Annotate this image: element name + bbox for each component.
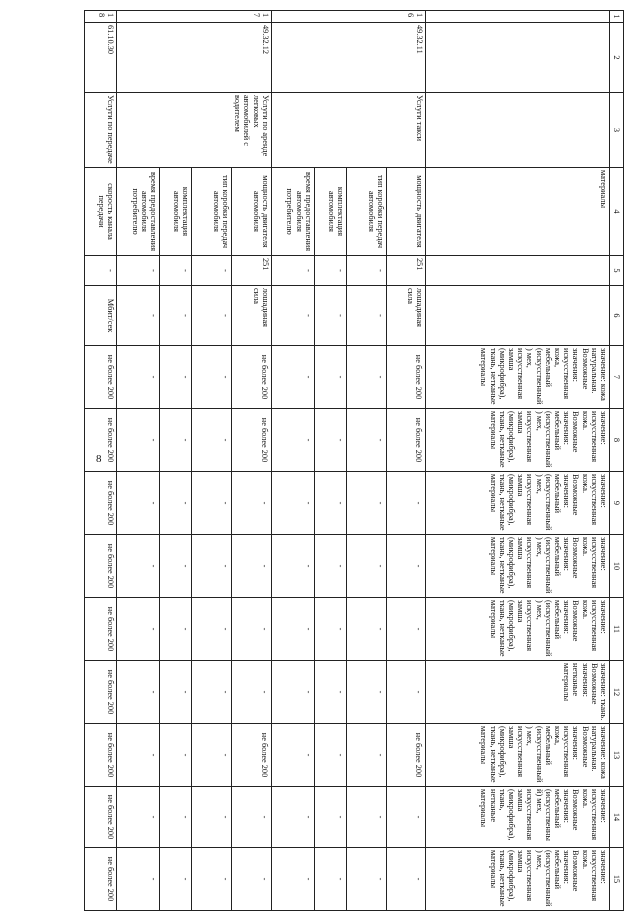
item-name: Услуги по аренде легковых автомобилей с водителем bbox=[117, 93, 272, 168]
value-cell: - bbox=[160, 409, 192, 472]
rotated-table-wrapper bbox=[84, 10, 624, 907]
okpd-code: 61.10.30 bbox=[85, 23, 117, 93]
okei-code: - bbox=[160, 256, 192, 286]
unit: - bbox=[192, 286, 232, 346]
value-cell: - bbox=[160, 724, 192, 787]
header-cell: 14 bbox=[610, 787, 624, 848]
value-cell: не более 200 bbox=[85, 346, 117, 409]
header-cell: 4 bbox=[610, 168, 624, 256]
okei-code: 251 bbox=[232, 256, 272, 286]
value-cell: - bbox=[314, 472, 346, 535]
value-cell: - bbox=[160, 848, 192, 911]
header-cell: 10 bbox=[610, 535, 624, 598]
characteristic: время предоставления автомобиля потребителю bbox=[117, 168, 160, 256]
value-cell: - bbox=[117, 787, 160, 848]
value-cell: - bbox=[386, 661, 426, 724]
table-cell bbox=[426, 93, 610, 168]
value-cell: не более 200 bbox=[386, 409, 426, 472]
value-cell: - bbox=[347, 598, 387, 661]
value-cell: - bbox=[192, 848, 232, 911]
item-name: Услуги такси bbox=[271, 93, 426, 168]
characteristic: тип коробки передач автомобиля bbox=[192, 168, 232, 256]
row-number: 16 bbox=[271, 11, 426, 23]
header-cell: 13 bbox=[610, 724, 624, 787]
value-cell: не более 200 bbox=[232, 409, 272, 472]
characteristic: тип коробки передач автомобиля bbox=[347, 168, 387, 256]
value-cell: не более 200 bbox=[85, 409, 117, 472]
unit: - bbox=[117, 286, 160, 346]
table-row bbox=[232, 11, 272, 911]
value-cell: - bbox=[271, 472, 314, 535]
value-cell: - bbox=[347, 661, 387, 724]
value-cell: - bbox=[192, 787, 232, 848]
table-cell: значение: кожа натуральная. Возможные значения: искусственная кожа, мебельный (искусственный) мех, искусственная замша (микрофибра), ткань, нетканые материалы bbox=[426, 346, 610, 409]
value-cell: - bbox=[271, 787, 314, 848]
okei-code: - bbox=[192, 256, 232, 286]
value-cell: - bbox=[314, 787, 346, 848]
value-cell: - bbox=[347, 472, 387, 535]
value-cell: не более 200 bbox=[85, 472, 117, 535]
value-cell: - bbox=[314, 661, 346, 724]
table-cell: значение: искусственная кожа. Возможные значения: мебельный (искусственный) мех, искусственная замша (микрофибра), ткань, нетканые материалы bbox=[426, 787, 610, 848]
value-cell: - bbox=[271, 848, 314, 911]
table-cell: значение: искусственная кожа. Возможные значения: мебельный (искусственный) мех, искусственная замша (микрофибра), ткань, нетканые материалы bbox=[426, 535, 610, 598]
okei-code: - bbox=[117, 256, 160, 286]
value-cell: - bbox=[117, 535, 160, 598]
table-cell: значение: искусственная кожа. Возможные значения: мебельный (искусственный) мех, искусственная замша (микрофибра), ткань, нетканые материалы bbox=[426, 472, 610, 535]
value-cell: - bbox=[347, 724, 387, 787]
okei-code: - bbox=[314, 256, 346, 286]
unit: - bbox=[271, 286, 314, 346]
value-cell: - bbox=[160, 535, 192, 598]
value-cell: - bbox=[232, 848, 272, 911]
value-cell: - bbox=[271, 724, 314, 787]
value-cell: - bbox=[386, 848, 426, 911]
value-cell: - bbox=[314, 598, 346, 661]
page-number: 8 bbox=[96, 453, 102, 465]
value-cell: - bbox=[232, 661, 272, 724]
value-cell: - bbox=[386, 472, 426, 535]
table-cell: материалы bbox=[426, 168, 610, 256]
value-cell: - bbox=[386, 535, 426, 598]
value-cell: не более 200 bbox=[386, 346, 426, 409]
unit: Мбит/сек bbox=[85, 286, 117, 346]
header-cell: 11 bbox=[610, 598, 624, 661]
value-cell: - bbox=[347, 848, 387, 911]
value-cell: - bbox=[232, 472, 272, 535]
table-row bbox=[386, 11, 426, 911]
unit: - bbox=[347, 286, 387, 346]
value-cell: - bbox=[271, 661, 314, 724]
requirements-table bbox=[84, 10, 624, 911]
unit: лошадиная сила bbox=[386, 286, 426, 346]
unit: - bbox=[314, 286, 346, 346]
header-row bbox=[610, 11, 624, 911]
value-cell: - bbox=[192, 535, 232, 598]
value-cell: - bbox=[347, 409, 387, 472]
header-cell: 3 bbox=[610, 93, 624, 168]
table-cell: значение: искусственная кожа. Возможные значения: мебельный (искусственный) мех, искусственная замша (микрофибра), ткань, нетканые материалы bbox=[426, 409, 610, 472]
okei-code: 251 bbox=[386, 256, 426, 286]
table-cell bbox=[426, 23, 610, 93]
value-cell: - bbox=[232, 535, 272, 598]
value-cell: - bbox=[347, 787, 387, 848]
characteristic: мощность двигателя bbox=[386, 168, 426, 256]
value-cell: - bbox=[271, 598, 314, 661]
header-cell: 9 bbox=[610, 472, 624, 535]
okei-code: - bbox=[85, 256, 117, 286]
table-row bbox=[85, 11, 117, 911]
okei-code: - bbox=[347, 256, 387, 286]
okei-code: - bbox=[271, 256, 314, 286]
header-cell: 12 bbox=[610, 661, 624, 724]
continuation-row bbox=[426, 11, 610, 911]
value-cell: - bbox=[117, 346, 160, 409]
value-cell: не более 200 bbox=[85, 724, 117, 787]
value-cell: - bbox=[347, 535, 387, 598]
value-cell: - bbox=[160, 346, 192, 409]
item-name: Услуги по передаче bbox=[85, 93, 117, 168]
value-cell: - bbox=[117, 472, 160, 535]
value-cell: не более 200 bbox=[85, 535, 117, 598]
table-cell bbox=[426, 256, 610, 286]
header-cell: 8 bbox=[610, 409, 624, 472]
value-cell: - bbox=[160, 598, 192, 661]
value-cell: - bbox=[117, 598, 160, 661]
table-cell: значение: кожа натуральная. Возможные значения: искусственная кожа, мебельный (искусственный) мех, искусственная замша (микрофибра), ткань, нетканые материалы bbox=[426, 724, 610, 787]
value-cell: - bbox=[192, 598, 232, 661]
value-cell: не более 200 bbox=[85, 848, 117, 911]
characteristic: скорость канала передачи bbox=[85, 168, 117, 256]
header-cell: 2 bbox=[610, 23, 624, 93]
header-cell: 7 bbox=[610, 346, 624, 409]
value-cell: - bbox=[314, 535, 346, 598]
value-cell: - bbox=[314, 409, 346, 472]
value-cell: не более 200 bbox=[85, 661, 117, 724]
value-cell: не более 200 bbox=[232, 346, 272, 409]
table-cell: значение: искусственная кожа. Возможные значения: мебельный (искусственный) мех, искусственная замша (микрофибра), ткань, нетканые материалы bbox=[426, 598, 610, 661]
value-cell: - bbox=[314, 724, 346, 787]
value-cell: - bbox=[192, 661, 232, 724]
header-cell: 5 bbox=[610, 256, 624, 286]
value-cell: - bbox=[117, 724, 160, 787]
value-cell: - bbox=[232, 598, 272, 661]
table-cell: значение: искусственная кожа. Возможные значения: мебельный (искусственный) мех, искусственная замша (микрофибра), ткань, нетканые материалы bbox=[426, 848, 610, 911]
row-number: 17 bbox=[117, 11, 272, 23]
characteristic: комплектация автомобиля bbox=[314, 168, 346, 256]
characteristic: комплектация автомобиля bbox=[160, 168, 192, 256]
unit: - bbox=[160, 286, 192, 346]
okpd-code: 49.32.11 bbox=[271, 23, 426, 93]
header-cell: 6 bbox=[610, 286, 624, 346]
table-cell bbox=[426, 11, 610, 23]
value-cell: - bbox=[271, 409, 314, 472]
value-cell: - bbox=[192, 472, 232, 535]
value-cell: не более 200 bbox=[232, 724, 272, 787]
value-cell: - bbox=[232, 787, 272, 848]
header-cell: 1 bbox=[610, 11, 624, 23]
value-cell: - bbox=[314, 848, 346, 911]
value-cell: - bbox=[347, 346, 387, 409]
unit: лошадиная сила bbox=[232, 286, 272, 346]
value-cell: - bbox=[386, 598, 426, 661]
value-cell: - bbox=[160, 787, 192, 848]
characteristic: мощность двигателя автомобиля bbox=[232, 168, 272, 256]
value-cell: - bbox=[192, 724, 232, 787]
okpd-code: 49.32.12 bbox=[117, 23, 272, 93]
value-cell: - bbox=[160, 661, 192, 724]
value-cell: - bbox=[271, 346, 314, 409]
table-cell bbox=[426, 286, 610, 346]
value-cell: не более 200 bbox=[386, 724, 426, 787]
value-cell: - bbox=[314, 346, 346, 409]
table-cell: значение: ткань. Возможные значения: нетканые материалы bbox=[426, 661, 610, 724]
characteristic: время предоставления автомобиля потребителю bbox=[271, 168, 314, 256]
value-cell: - bbox=[117, 409, 160, 472]
value-cell: - bbox=[192, 346, 232, 409]
value-cell: - bbox=[117, 848, 160, 911]
value-cell: - bbox=[117, 661, 160, 724]
header-cell: 15 bbox=[610, 848, 624, 911]
value-cell: - bbox=[386, 787, 426, 848]
row-number: 18 bbox=[85, 11, 117, 23]
value-cell: - bbox=[160, 472, 192, 535]
value-cell: - bbox=[271, 535, 314, 598]
value-cell: не более 200 bbox=[85, 598, 117, 661]
value-cell: не более 200 bbox=[85, 787, 117, 848]
value-cell: - bbox=[192, 409, 232, 472]
